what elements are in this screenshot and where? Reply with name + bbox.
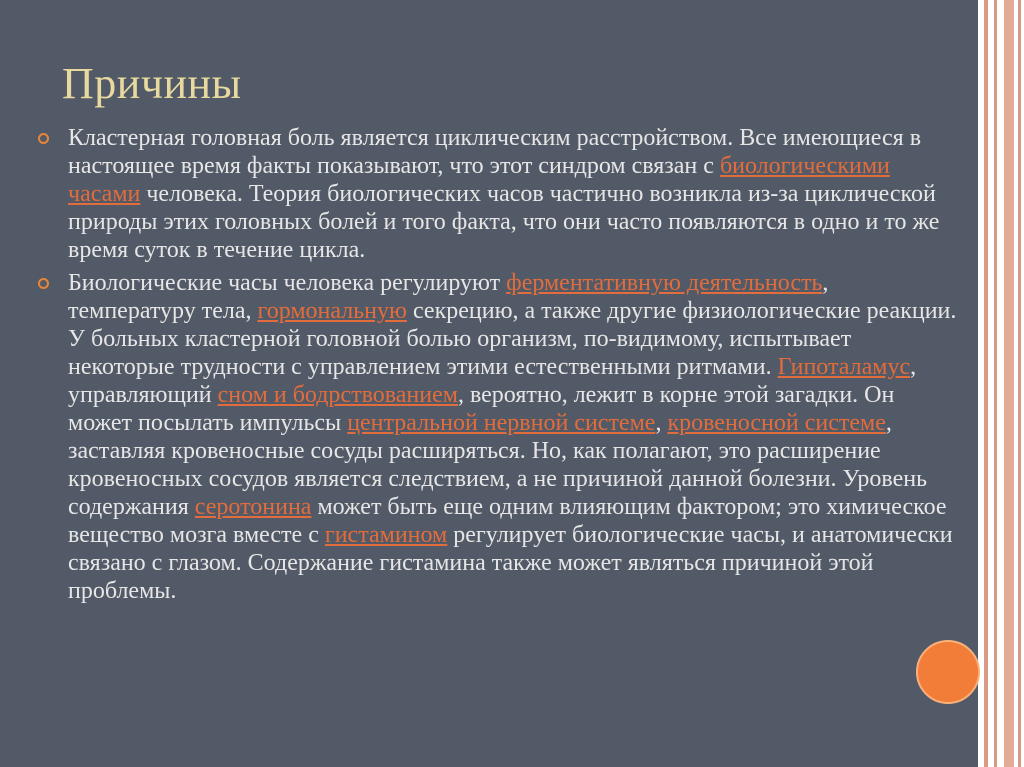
paragraph-text: , вероятно, лежит в корне этой загадки. Он может посылать импульсы [68,382,895,436]
circle-bullet-icon [38,133,49,144]
hyperlink[interactable]: гистамином [324,522,448,548]
hyperlink[interactable]: сном и бодрствованием [217,382,458,408]
paragraph-text: , управляющий [68,354,917,408]
hyperlink[interactable]: кровеносной системе [667,410,886,436]
paragraph-text: Биологические часы человека регулируют [68,270,507,296]
hyperlink[interactable]: центральной нервной системе [347,410,656,436]
paragraph-text: , температуру тела, [68,270,829,324]
paragraph-text: , заставляя кровеносные сосуды расширяться. Но, как полагают, это расширение кровеносных сосудов является следствием, а не причиной данной болезни. Уровень содержания [68,410,928,520]
paragraph-text: Кластерная головная боль является циклическим расстройством. Все имеющиеся в настоящее время факты показывают, что этот синдром связан с [68,125,922,179]
hyperlink[interactable]: Гипоталамус [777,354,911,380]
slide-title: Причины [62,59,242,108]
hyperlink[interactable]: ферментативную деятельность [506,270,823,296]
bullet-paragraph [36,269,962,605]
paragraph-text: человека. Теория биологических часов частично возникла из-за циклической природы этих головных болей и того факта, что они часто появляются в одно и то же время суток в течение цикла. [68,181,940,263]
border-stripe [994,0,997,767]
paragraph-text: регулирует биологические часы, и анатомически связано с глазом. Содержание гистамина также может являться причиной этой проблемы. [68,522,953,604]
bullet-paragraph [36,124,962,264]
orange-circle-icon [916,640,980,704]
slide-content [36,124,962,610]
border-stripe [984,0,988,767]
paragraph-text: может быть еще одним влияющим фактором; это химическое вещество мозга вместе с [68,494,947,548]
paragraph-text: , [655,410,668,436]
hyperlink[interactable]: гормональную [257,298,407,324]
hyperlink[interactable]: серотонина [194,494,312,520]
hyperlink[interactable]: биологическими часами [68,153,890,207]
border-stripe [1018,0,1021,767]
circle-bullet-icon [38,278,49,289]
border-stripe [1004,0,1014,767]
paragraph-text: секрецию, а также другие физиологические реакции. У больных кластерной головной болью организм, по-видимому, испытывает некоторые трудности с управлением этими естественными ритмами. [68,298,957,380]
